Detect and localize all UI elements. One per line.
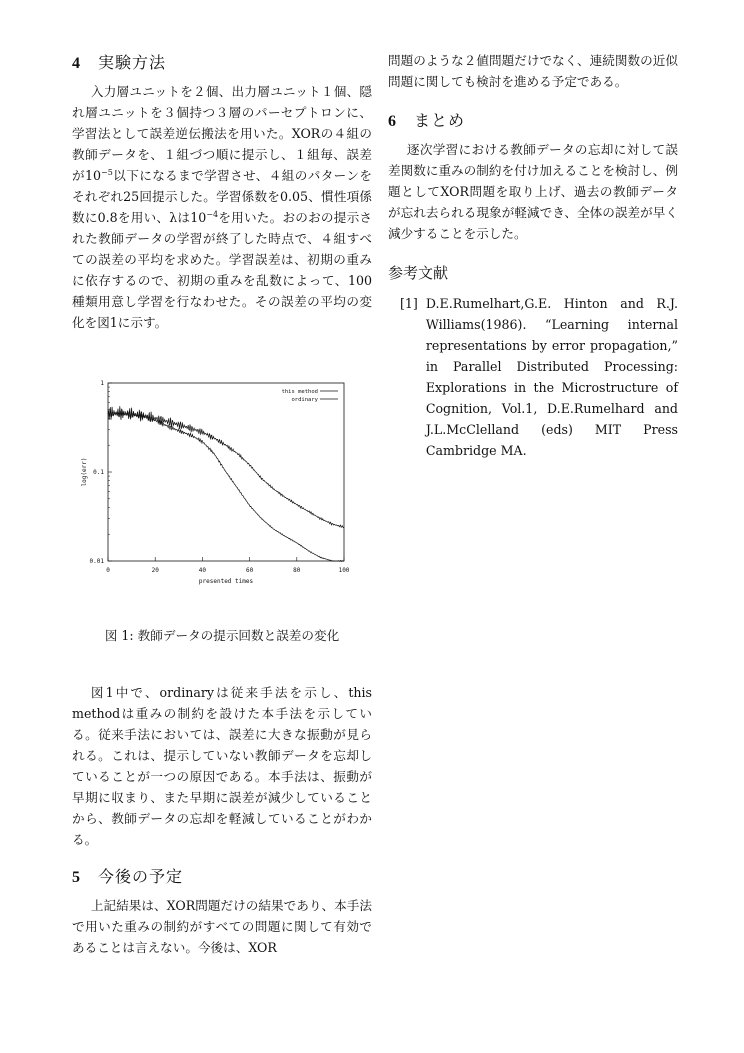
x-axis-label: presented times [198, 578, 254, 585]
section-4-heading [72, 50, 372, 73]
reference-item [388, 293, 678, 461]
legend-label: this method [281, 389, 318, 395]
x-tick-label: 100 [338, 567, 350, 574]
section-6-paragraph: 逐次学習における教師データの忘却に対して誤差関数に重みの制約を付け加えることを検討し、例題としてXOR問題を取り上げ、過去の教師データが忘れ去られる現象が軽減でき、全体の誤差が早く減少することを示した。 [388, 142, 678, 241]
x-tick-label: 0 [106, 567, 110, 574]
figure-1 [72, 373, 372, 644]
section-title: まとめ [414, 111, 466, 130]
discussion-paragraph: 図1中で、ordinaryは従来手法を示し、this methodは重みの制約を設けた本手法を示している。従来手法においては、誤差に大きな振動が見られる。これは、提示していない教師データを忘却していることが一つの原因である。本手法は、振動が早期に収まり、また早期に誤差が減少していることから、教師データの忘却を軽減していることがわかる。 [72, 685, 372, 847]
right-column [388, 50, 678, 461]
section-title: 実験方法 [98, 53, 167, 72]
legend-label: ordinary [291, 397, 318, 403]
section-number: 4 [72, 55, 80, 72]
section-number: 5 [72, 869, 80, 886]
x-tick-label: 20 [151, 567, 159, 574]
left-column [72, 50, 372, 958]
x-tick-label: 80 [293, 567, 301, 574]
x-tick-label: 40 [198, 567, 207, 574]
error-chart [72, 373, 372, 603]
series-line-this-method [108, 410, 344, 562]
y-tick-label: 1 [100, 380, 104, 387]
y-tick-label: 0.1 [93, 469, 104, 476]
y-tick-label: 0.01 [89, 558, 104, 565]
section-4-paragraph: 入力層ユニットを２個、出力層ユニット１個、隠れ層ユニットを３個持つ３層のパーセプトロンに、学習法として誤差逆伝搬法を用いた。XORの４組の教師データを、１組づつ順に提示し、１組毎、誤差が$10^{-5}$以下になるまで学習させ、４組のパターンをそれぞれ25回提示した。学習係数を0.05、慣性項係数に0.8を用い、λは$10^{-4}$を用いた。おのおの提示された教師データの学習が終了した時点で、４組すべての誤差の平均を求めた。学習誤差は、初期の重みに依存するので、初期の重みを乱数によって、100種類用意し学習を行なわせた。その誤差の平均の変化を図1に示す。 [72, 84, 373, 330]
section-6-heading [388, 108, 678, 131]
series-line-ordinary [108, 406, 344, 528]
reference-label: [1] [400, 296, 418, 311]
section-title: 今後の予定 [98, 867, 184, 886]
section-5-continued: 問題のような２値問題だけでなく、連続関数の近似問題に関しても検討を進める予定である。 [388, 53, 678, 89]
section-number: 6 [388, 113, 396, 130]
y-axis-label: log(err) [81, 457, 88, 487]
figure-caption: 図 1: 教師データの提示回数と誤差の変化 [104, 628, 340, 643]
reference-text: D.E.Rumelhart,G.E. Hinton and R.J. Williams(1986). “Learning internal representations by error propagation,” in Parallel Distributed Processing: Explorations in the Microstructure of Cognition, Vol.1, D.E.Rumelhard and J.L.McClelland (eds) MIT Press Cambridge MA. [425, 296, 678, 458]
x-tick-label: 60 [245, 567, 254, 574]
references-heading: 参考文献 [388, 264, 449, 282]
section-5-paragraph: 上記結果は、XOR問題だけの結果であり、本手法で用いた重みの制約がすべての問題に関して有効であることは言えない。今後は、XOR [72, 898, 372, 955]
section-5-heading [72, 864, 372, 887]
